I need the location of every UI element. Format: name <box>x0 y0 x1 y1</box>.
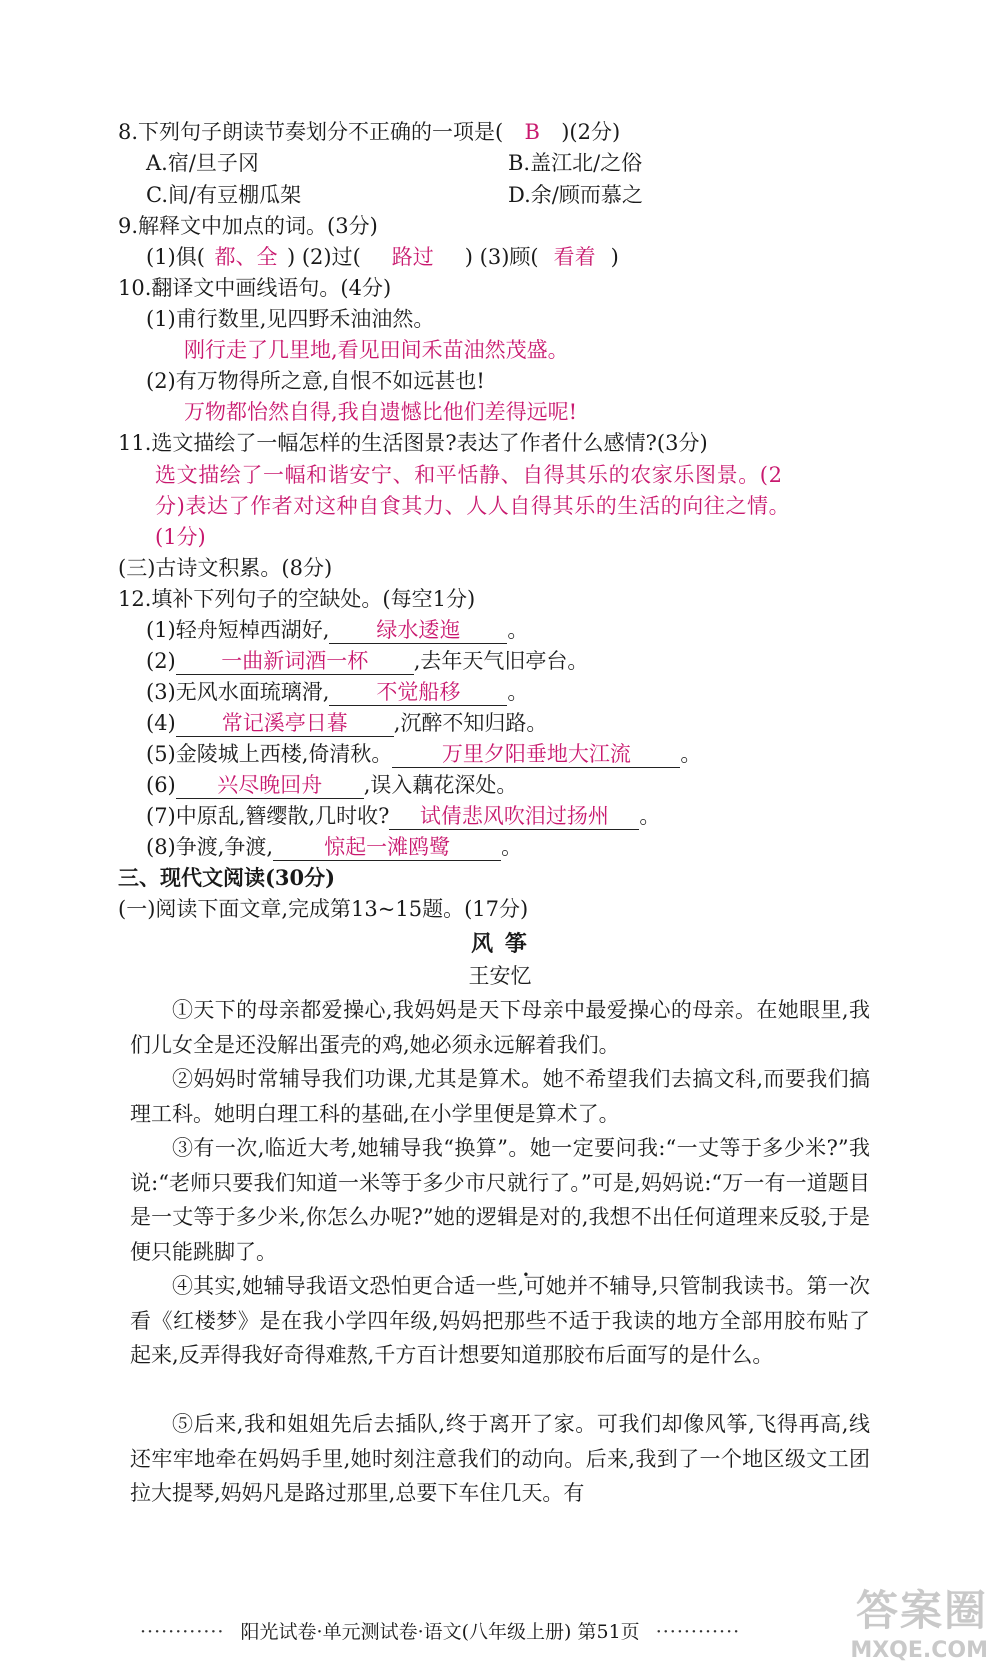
q8-tail: )(2分) <box>561 120 621 144</box>
q9-answers <box>146 242 619 272</box>
q8-option-b: B.盖江北/之俗 <box>508 151 643 175</box>
footer-dots-left: ············ <box>140 1621 225 1643</box>
q12-l4-answer: 常记溪亭日暮 <box>176 710 394 737</box>
part-subheading: (一)阅读下面文章,完成第13~15题。(17分) <box>118 897 529 921</box>
q12-l6-answer: 兴尽晚回舟 <box>176 772 364 799</box>
section-heading-classics: (三)古诗文积累。(8分) <box>118 556 333 580</box>
q10-answer-2: 万物都怡然自得,我自遗憾比他们差得远呢! <box>184 400 578 424</box>
q12-line-5 <box>146 739 701 769</box>
q8-answer: B <box>524 120 540 144</box>
q12-line-3 <box>146 677 528 707</box>
article-paragraph-1: ①天下的母亲都爱操心,我妈妈是天下母亲中最爱操心的母亲。在她眼里,我们儿女全是还没解出蛋壳的鸡,她必须永远解着我们。 <box>130 998 870 1057</box>
q11-answer-line-2: 分)表达了作者对这种自食其力、人人自得其乐的生活的向往之情。 <box>155 494 791 518</box>
q12-l7-post: 。 <box>639 804 661 828</box>
p4-part-a: ④其实,她辅导我语文恐怕更合适 <box>172 1274 476 1298</box>
q12-line-7 <box>146 801 660 831</box>
q9-p3-label: ) (3)顾( <box>464 245 539 269</box>
q12-l8-pre: (8)争渡,争渡, <box>146 835 274 859</box>
q11-answer-line-3: (1分) <box>155 525 206 549</box>
article-paragraph-2: ②妈妈时常辅导我们功课,尤其是算术。她不希望我们去搞文科,而要我们搞理工科。她明白理工科的基础,在小学里便是算术了。 <box>130 1067 870 1126</box>
q12-stem: 12.填补下列句子的空缺处。(每空1分) <box>118 587 476 611</box>
page-footer <box>140 1617 860 1644</box>
q12-line-1 <box>146 615 528 645</box>
q12-l7-answer: 试倩悲风吹泪过扬州 <box>389 803 639 830</box>
article-paragraph-3: ③有一次,临近大考,她辅导我“换算”。她一定要问我:“一丈等于多少米?”我说:“老师只要我们知道一米等于多少市尺就行了。”可是,妈妈说:“万一有一道题目是一丈等于多少米,你怎么办呢?”她的逻辑是对的,我想不出任何道理来反驳,于是便只能跳脚了。 <box>130 1136 870 1264</box>
q9-close: ) <box>610 245 619 269</box>
q10-sentence-2: (2)有万物得所之意,自恨不如远甚也! <box>146 369 485 393</box>
article-paragraph-5: ⑤后来,我和姐姐先后去插队,终于离开了家。可我们却像风筝,飞得再高,线还牢牢地牵在妈妈手里,她时刻注意我们的动向。后来,我到了一个地区级文工团拉大提琴,妈妈凡是路过那里,总要下车住几天。有 <box>130 1412 870 1505</box>
q9-p1-label: (1)俱( <box>146 245 205 269</box>
q12-l8-post: 。 <box>501 835 523 859</box>
q12-line-8 <box>146 832 522 862</box>
watermark-logo <box>850 1578 988 1663</box>
q12-line-6 <box>146 770 517 800</box>
question-8 <box>118 117 620 147</box>
q12-l2-post: ,去年天气旧亭台。 <box>413 649 589 673</box>
q10-sentence-1: (1)甫行数里,见四野禾油油然。 <box>146 307 435 331</box>
p4-dotted-word: 一些 <box>475 1274 518 1298</box>
q12-l1-post: 。 <box>507 618 529 642</box>
q11-stem: 11.选文描绘了一幅怎样的生活图景?表达了作者什么感情?(3分) <box>118 431 708 455</box>
q12-l1-answer: 绿水逶迤 <box>329 617 507 644</box>
q12-l5-answer: 万里夕阳垂地大江流 <box>392 741 680 768</box>
article-paragraph-4 <box>130 1269 870 1373</box>
q12-l2-answer: 一曲新词酒一杯 <box>176 648 414 675</box>
q9-p2-answer: 路过 <box>391 245 434 269</box>
q12-l3-pre: (3)无风水面琉璃滑, <box>146 680 330 704</box>
q8-stem: 8.下列句子朗读节奏划分不正确的一项是( <box>118 120 504 144</box>
q12-l8-answer: 惊起一滩鸥鹭 <box>273 834 501 861</box>
q12-line-2 <box>146 646 588 676</box>
footer-text: 阳光试卷·单元测试卷·语文(八年级上册) 第51页 <box>240 1621 640 1643</box>
q9-stem: 9.解释文中加点的词。(3分) <box>118 214 378 238</box>
q12-l3-post: 。 <box>507 680 529 704</box>
q12-l2-pre: (2) <box>146 649 176 673</box>
q12-l6-post: ,误入藕花深处。 <box>363 773 518 797</box>
q12-l4-pre: (4) <box>146 711 176 735</box>
article-title: 风 筝 <box>471 931 529 957</box>
q8-option-c: C.间/有豆棚瓜架 <box>146 183 302 207</box>
q8-option-a: A.宿/旦子冈 <box>146 151 259 175</box>
q12-l1-pre: (1)轻舟短棹西湖好, <box>146 618 330 642</box>
q12-l5-pre: (5)金陵城上西楼,倚清秋。 <box>146 742 393 766</box>
q9-p3-answer: 看着 <box>553 245 596 269</box>
q12-line-4 <box>146 708 547 738</box>
q12-l6-pre: (6) <box>146 773 176 797</box>
watermark-small: MXQE.COM <box>850 1638 988 1663</box>
article-author: 王安忆 <box>468 964 532 988</box>
part-heading-modern-reading: 三、现代文阅读(30分) <box>118 865 336 890</box>
q10-stem: 10.翻译文中画线语句。(4分) <box>118 276 392 300</box>
p4-part-b: ,可她并不辅导,只管制我读书。第一次看《红楼梦》是在我小学四年级,妈妈把那些不适于我读的地方全部用胶布贴了起来,反弄得我好奇得难熬,千方百计想要知道那胶布后面写的是什么。 <box>130 1274 870 1367</box>
q9-p2-label: ) (2)过( <box>286 245 361 269</box>
q10-answer-1: 刚行走了几里地,看见田间禾苗油然茂盛。 <box>184 338 569 362</box>
q12-l4-post: ,沉醉不知归路。 <box>393 711 548 735</box>
q8-option-d: D.余/顾而慕之 <box>508 183 643 207</box>
q9-p1-answer: 都、全 <box>214 245 278 269</box>
q11-answer-line-1: 选文描绘了一幅和谐安宁、和平恬静、自得其乐的农家乐图景。(2 <box>155 463 783 487</box>
watermark-big: 答案圈 <box>855 1586 988 1635</box>
q12-l3-answer: 不觉船移 <box>329 679 507 706</box>
footer-dots-right: ············ <box>655 1621 741 1643</box>
q12-l5-post: 。 <box>680 742 702 766</box>
q12-l7-pre: (7)中原乱,簪缨散,几时收? <box>146 804 390 828</box>
